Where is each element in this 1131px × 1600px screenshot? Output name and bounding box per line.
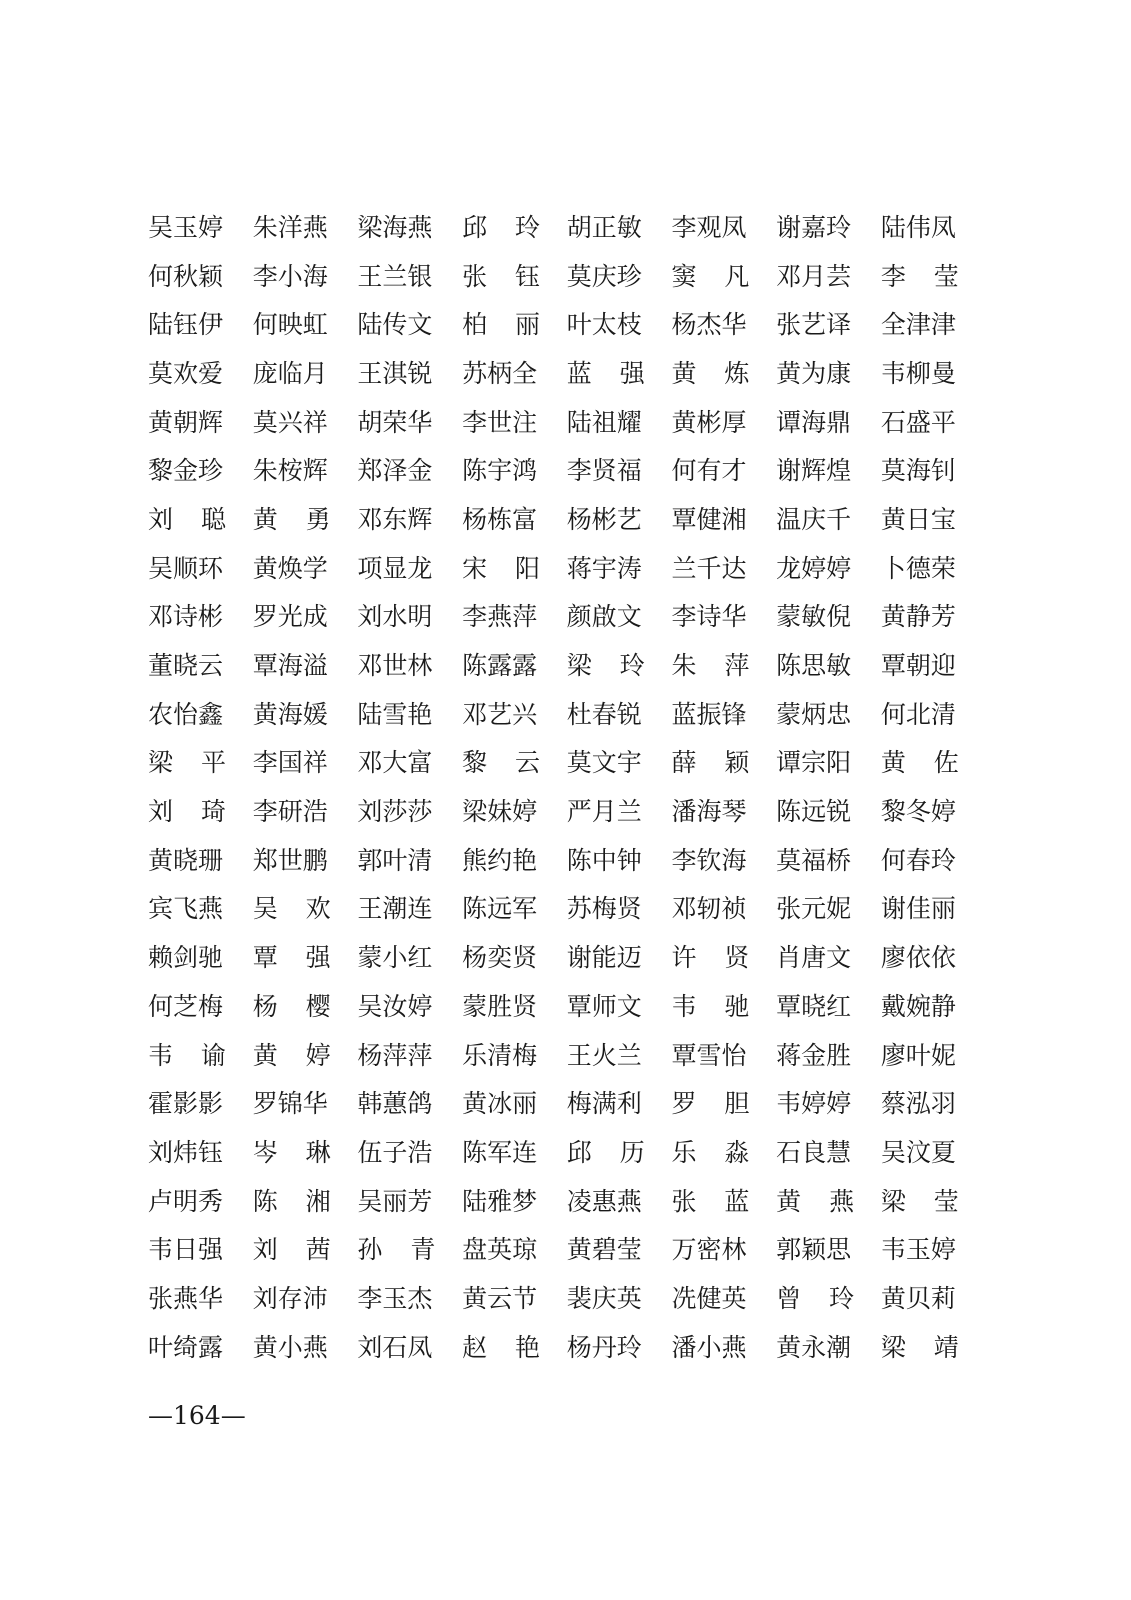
name-entry: 覃 强 (252, 943, 331, 973)
name-entry: 谢辉煌 (776, 456, 852, 486)
name-entry: 李国祥 (252, 748, 328, 778)
name-entry: 颜啟文 (566, 602, 642, 632)
name-entry: 李 莹 (880, 261, 959, 291)
name-entry: 吴汶夏 (880, 1137, 956, 1167)
name-entry: 吴玉婷 (148, 212, 224, 242)
name-entry: 蒙胜贤 (462, 991, 538, 1021)
name-entry: 蒙小红 (357, 943, 433, 973)
name-entry: 郭叶清 (357, 845, 433, 875)
name-entry: 韦婷婷 (776, 1089, 852, 1119)
name-entry: 朱 萍 (671, 651, 750, 681)
name-entry: 伍子浩 (357, 1137, 433, 1167)
name-entry: 黄静芳 (880, 602, 956, 632)
name-entry: 潘海琴 (671, 797, 747, 827)
name-entry: 戴婉静 (880, 991, 956, 1021)
name-entry: 凌惠燕 (566, 1186, 642, 1216)
name-entry: 王兰银 (357, 261, 433, 291)
name-entry: 曾 玲 (776, 1283, 855, 1313)
name-entry: 张燕华 (148, 1283, 224, 1313)
name-entry: 黄 婷 (252, 1040, 331, 1070)
name-entry: 陈中钟 (566, 845, 642, 875)
name-entry: 王淇锐 (357, 358, 433, 388)
name-entry: 邓大富 (357, 748, 433, 778)
name-entry: 廖依依 (880, 943, 956, 973)
name-entry: 杨萍萍 (357, 1040, 433, 1070)
name-entry: 黄 燕 (776, 1186, 855, 1216)
name-entry: 黄焕学 (252, 553, 328, 583)
name-entry: 冼健英 (671, 1283, 747, 1313)
name-entry: 覃朝迎 (880, 651, 956, 681)
name-entry: 张 钰 (462, 261, 541, 291)
name-entry: 李燕萍 (462, 602, 538, 632)
name-entry: 莫庆珍 (566, 261, 642, 291)
name-entry: 赵 艳 (462, 1332, 541, 1362)
name-entry: 温庆千 (776, 504, 852, 534)
name-entry: 韦柳曼 (880, 358, 956, 388)
name-entry: 覃海溢 (252, 651, 328, 681)
name-entry: 王火兰 (566, 1040, 642, 1070)
name-entry: 黄晓珊 (148, 845, 224, 875)
name-entry: 吴丽芳 (357, 1186, 433, 1216)
name-entry: 何秋颖 (148, 261, 224, 291)
name-entry: 陆传文 (357, 310, 433, 340)
name-entry: 韦 谕 (148, 1040, 226, 1070)
name-entry: 农怡鑫 (148, 699, 224, 729)
name-entry: 何映虹 (252, 310, 328, 340)
name-entry: 莫福桥 (776, 845, 852, 875)
name-entry: 黄 勇 (252, 504, 331, 534)
name-entry: 廖叶妮 (880, 1040, 956, 1070)
name-entry: 韦 驰 (671, 991, 750, 1021)
name-entry: 蓝振锋 (671, 699, 747, 729)
name-entry: 朱桉辉 (252, 456, 328, 486)
name-entry: 石盛平 (880, 407, 956, 437)
name-entry: 兰千达 (671, 553, 747, 583)
name-entry: 胡荣华 (357, 407, 433, 437)
name-entry: 黎冬婷 (880, 797, 956, 827)
name-entry: 梁 莹 (880, 1186, 959, 1216)
name-entry: 霍影影 (148, 1089, 224, 1119)
name-entry: 盘英琼 (462, 1235, 538, 1265)
name-entry: 潘小燕 (671, 1332, 747, 1362)
name-entry: 赖剑驰 (148, 943, 224, 973)
name-entry: 李诗华 (671, 602, 747, 632)
page-number: —164— (148, 1401, 246, 1430)
name-entry: 罗光成 (252, 602, 328, 632)
name-entry: 吴顺环 (148, 553, 224, 583)
name-entry: 刘 聪 (148, 504, 226, 534)
name-entry: 罗锦华 (252, 1089, 328, 1119)
name-entry: 乐 淼 (671, 1137, 750, 1167)
name-entry: 陈宇鸿 (462, 456, 538, 486)
name-entry: 严月兰 (566, 797, 642, 827)
name-entry: 黄日宝 (880, 504, 956, 534)
name-entry: 李玉杰 (357, 1283, 433, 1313)
name-entry: 熊约艳 (462, 845, 538, 875)
name-entry: 杨丹玲 (566, 1332, 642, 1362)
name-entry: 窦 凡 (671, 261, 750, 291)
name-entry: 杨奕贤 (462, 943, 538, 973)
name-entry: 孙 青 (357, 1235, 436, 1265)
name-entry: 覃师文 (566, 991, 642, 1021)
name-entry: 李钦海 (671, 845, 747, 875)
name-entry: 莫兴祥 (252, 407, 328, 437)
name-entry: 龙婷婷 (776, 553, 852, 583)
name-entry: 陆钰伊 (148, 310, 224, 340)
name-entry: 谢佳丽 (880, 894, 956, 924)
name-entry: 蓝 强 (566, 358, 645, 388)
name-entry: 李观凤 (671, 212, 747, 242)
name-entry: 陈远锐 (776, 797, 852, 827)
name-entry: 邱 玲 (462, 212, 541, 242)
name-entry: 黄朝辉 (148, 407, 224, 437)
name-entry: 杨栋富 (462, 504, 538, 534)
name-entry: 杨彬艺 (566, 504, 642, 534)
name-entry: 陈军连 (462, 1137, 538, 1167)
name-entry: 黄贝莉 (880, 1283, 956, 1313)
name-entry: 梁 靖 (880, 1332, 959, 1362)
name-entry: 邓诗彬 (148, 602, 224, 632)
name-entry: 苏柄全 (462, 358, 538, 388)
name-entry: 莫欢爱 (148, 358, 224, 388)
name-entry: 刘水明 (357, 602, 433, 632)
name-entry: 陆雅梦 (462, 1186, 538, 1216)
name-entry: 蒋宇涛 (566, 553, 642, 583)
name-entry: 陈露露 (462, 651, 538, 681)
name-entry: 张 蓝 (671, 1186, 750, 1216)
name-entry: 梅满利 (566, 1089, 642, 1119)
name-entry: 何有才 (671, 456, 747, 486)
name-entry: 裴庆英 (566, 1283, 642, 1313)
name-entry: 黄冰丽 (462, 1089, 538, 1119)
name-entry: 蒙敏倪 (776, 602, 852, 632)
name-entry: 谭宗阳 (776, 748, 852, 778)
name-entry: 郭颖思 (776, 1235, 852, 1265)
name-entry: 黄海媛 (252, 699, 328, 729)
name-entry: 邱 历 (566, 1137, 645, 1167)
name-entry: 项显龙 (357, 553, 433, 583)
name-entry: 肖唐文 (776, 943, 852, 973)
name-entry: 杨 樱 (252, 991, 331, 1021)
name-entry: 杨杰华 (671, 310, 747, 340)
name-entry: 石良慧 (776, 1137, 852, 1167)
name-entry: 苏梅贤 (566, 894, 642, 924)
name-entry: 宋 阳 (462, 553, 541, 583)
name-entry: 庞临月 (252, 358, 328, 388)
name-entry: 全津津 (880, 310, 956, 340)
name-entry: 岑 琳 (252, 1137, 331, 1167)
name-entry: 刘 茜 (252, 1235, 331, 1265)
name-entry: 叶绮露 (148, 1332, 224, 1362)
name-entry: 李世注 (462, 407, 538, 437)
name-entry: 郑世鹏 (252, 845, 328, 875)
name-entry: 胡正敏 (566, 212, 642, 242)
name-entry: 刘莎莎 (357, 797, 433, 827)
name-entry: 宾飞燕 (148, 894, 224, 924)
name-entry: 黄永潮 (776, 1332, 852, 1362)
name-entry: 薛 颖 (671, 748, 750, 778)
name-entry: 罗 胆 (671, 1089, 750, 1119)
name-entry: 邓艺兴 (462, 699, 538, 729)
name-entry: 卜德荣 (880, 553, 956, 583)
name-entry: 万密林 (671, 1235, 747, 1265)
name-entry: 朱洋燕 (252, 212, 328, 242)
name-entry: 刘 琦 (148, 797, 226, 827)
name-entry: 黄 佐 (880, 748, 959, 778)
name-entry: 何北清 (880, 699, 956, 729)
name-entry: 陈远军 (462, 894, 538, 924)
name-entry: 蔡泓羽 (880, 1089, 956, 1119)
name-entry: 叶太枝 (566, 310, 642, 340)
name-entry: 陆雪艳 (357, 699, 433, 729)
name-entry: 许 贤 (671, 943, 750, 973)
name-entry: 王潮连 (357, 894, 433, 924)
name-entry: 梁海燕 (357, 212, 433, 242)
name-entry: 韦日强 (148, 1235, 224, 1265)
name-entry: 黎 云 (462, 748, 541, 778)
name-entry: 黄 炼 (671, 358, 750, 388)
name-entry: 乐清梅 (462, 1040, 538, 1070)
name-entry: 陈思敏 (776, 651, 852, 681)
name-entry: 梁 玲 (566, 651, 645, 681)
name-entry: 董晓云 (148, 651, 224, 681)
name-entry: 黄小燕 (252, 1332, 328, 1362)
name-entry: 陆伟凤 (880, 212, 956, 242)
name-entry: 卢明秀 (148, 1186, 224, 1216)
name-entry: 黄云节 (462, 1283, 538, 1313)
name-entry: 蒋金胜 (776, 1040, 852, 1070)
name-entry: 谢嘉玲 (776, 212, 852, 242)
name-entry: 梁妹婷 (462, 797, 538, 827)
name-entry: 何春玲 (880, 845, 956, 875)
name-entry: 谢能迈 (566, 943, 642, 973)
name-entry: 邓月芸 (776, 261, 852, 291)
name-entry: 李贤福 (566, 456, 642, 486)
name-entry: 李研浩 (252, 797, 328, 827)
name-entry: 覃健湘 (671, 504, 747, 534)
name-entry: 黄为康 (776, 358, 852, 388)
name-entry: 刘存沛 (252, 1283, 328, 1313)
name-entry: 张元妮 (776, 894, 852, 924)
name-entry: 莫海钊 (880, 456, 956, 486)
name-entry: 莫文宇 (566, 748, 642, 778)
name-list-grid (148, 203, 968, 1372)
name-entry: 韩蕙鸽 (357, 1089, 433, 1119)
name-entry: 柏 丽 (462, 310, 541, 340)
name-entry: 邓世林 (357, 651, 433, 681)
name-entry: 何芝梅 (148, 991, 224, 1021)
name-entry: 覃晓红 (776, 991, 852, 1021)
name-entry: 陈 湘 (252, 1186, 331, 1216)
name-entry: 谭海鼎 (776, 407, 852, 437)
name-entry: 吴 欢 (252, 894, 331, 924)
name-entry: 李小海 (252, 261, 328, 291)
name-entry: 蒙炳忠 (776, 699, 852, 729)
name-entry: 郑泽金 (357, 456, 433, 486)
name-entry: 韦玉婷 (880, 1235, 956, 1265)
name-entry: 刘炜钰 (148, 1137, 224, 1167)
name-entry: 杜春锐 (566, 699, 642, 729)
name-entry: 陆祖耀 (566, 407, 642, 437)
name-entry: 邓轫祯 (671, 894, 747, 924)
name-entry: 覃雪怡 (671, 1040, 747, 1070)
name-entry: 吴汝婷 (357, 991, 433, 1021)
name-entry: 张艺译 (776, 310, 852, 340)
name-entry: 黄彬厚 (671, 407, 747, 437)
name-entry: 刘石凤 (357, 1332, 433, 1362)
name-entry: 黎金珍 (148, 456, 224, 486)
name-entry: 黄碧莹 (566, 1235, 642, 1265)
name-entry: 梁 平 (148, 748, 226, 778)
name-entry: 邓东辉 (357, 504, 433, 534)
